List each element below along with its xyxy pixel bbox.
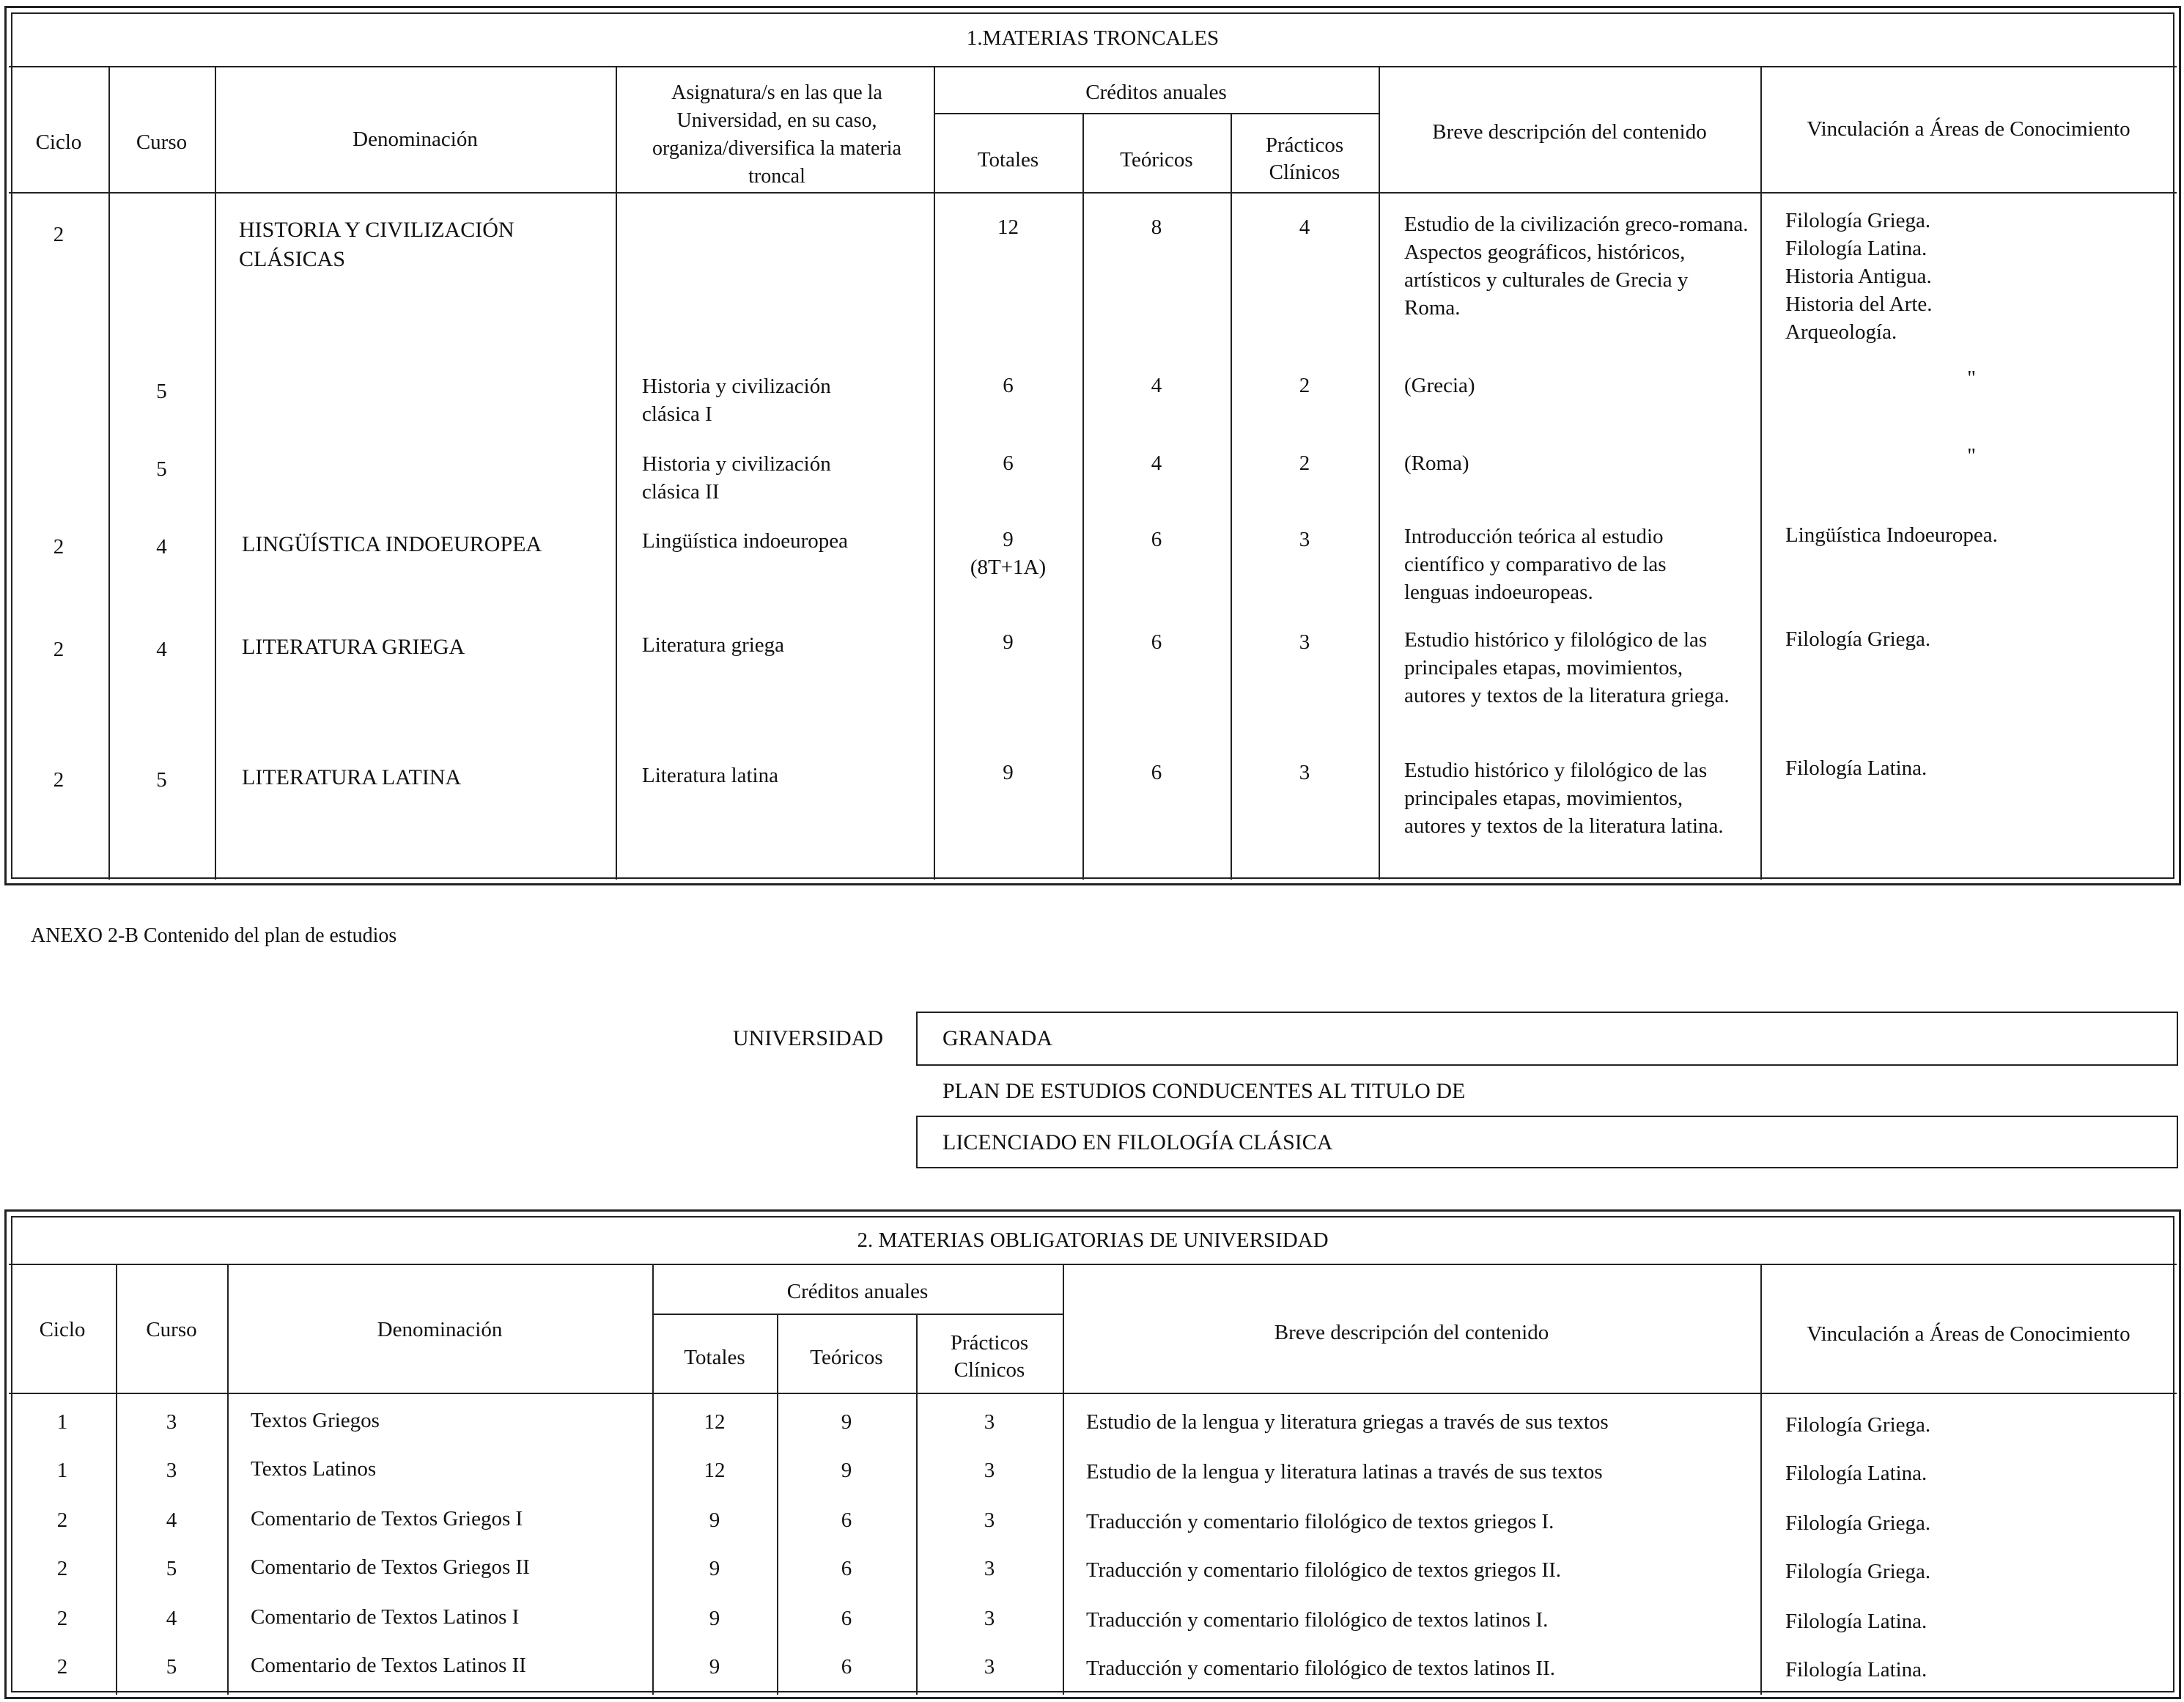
table2-row3-teoricos: 6 [841,1557,852,1580]
table1-header-practicos: Prácticos Clínicos [1265,133,1344,184]
table2-row3-ciclo: 2 [56,1557,68,1580]
table1-row4-asignatura: Literatura griega [642,633,785,657]
table2-row2-denominacion: Comentario de Textos Griegos I [251,1507,523,1530]
table1-row2-practicos: 2 [1299,452,1310,475]
table2-row0-curso: 3 [166,1410,177,1434]
table1-row4-totales: 9 [1003,630,1014,654]
table1-row3-denominacion: LINGÜÍSTICA INDOEUROPEA [242,532,542,556]
table1-row3-totales-extra: (8T+1A) [970,556,1047,579]
table2-row4-curso: 4 [166,1607,177,1630]
table2-row1-curso: 3 [166,1459,177,1482]
table1-row2-descripcion: (Roma) [1404,452,1469,475]
table1-header-denominacion: Denominación [353,128,478,151]
table2-row4-ciclo: 2 [56,1607,68,1630]
table2-row0-ciclo: 1 [56,1410,68,1434]
table1-row3-practicos: 3 [1299,528,1310,551]
table1-row5-practicos: 3 [1299,761,1310,784]
table1-row4-denominacion: LITERATURA GRIEGA [242,635,465,659]
table1-row4-teoricos: 6 [1151,630,1162,654]
table1-header-asignatura: Asignatura/s en las que la Universidad, en su caso, organiza/diversifica la materia troncal [652,81,901,188]
table1-row5-totales: 9 [1003,761,1014,784]
table1-row4-practicos: 3 [1299,630,1310,654]
table1-row0-totales: 12 [997,215,1019,239]
table1-header-totales: Totales [977,148,1039,172]
table1-col-rule [1760,66,1762,880]
table2-row2-practicos: 3 [984,1508,995,1532]
table1-col-rule [616,66,617,880]
table2-title-rule [9,1264,2177,1265]
table1-row4-curso: 4 [156,638,167,661]
table2-row4-practicos: 3 [984,1607,995,1630]
table2-row2-vinculacion: Filología Griega. [1785,1511,1931,1535]
table1-col-rule [1379,66,1380,880]
table1-row5-descripcion: Estudio histórico y filológico de las principales etapas, movimientos, autores y textos de la literatura latina. [1404,759,1724,838]
table2-header-curso: Curso [146,1318,197,1341]
table1-row1-descripcion: (Grecia) [1404,374,1475,397]
table1-row5-vinculacion: Filología Latina. [1785,756,1927,780]
table2-row0-vinculacion: Filología Griega. [1785,1413,1931,1437]
table2-header-practicos: Prácticos Clínicos [950,1331,1029,1382]
table2-row3-descripcion: Traducción y comentario filológico de textos griegos II. [1086,1558,1562,1582]
table1-row0-teoricos: 8 [1151,215,1162,239]
table1-row1-curso: 5 [156,380,167,403]
table1-row2-asignatura: Historia y civilización clásica II [642,452,831,504]
table1-header-descripcion: Breve descripción del contenido [1432,120,1707,144]
table1-row0-ciclo: 2 [53,223,64,246]
table1-header-creditos: Créditos anuales [1085,81,1227,104]
table2-row0-practicos: 3 [984,1410,995,1434]
table1-row3-descripcion: Introducción teórica al estudio científico y comparativo de las lenguas indoeuropeas. [1404,525,1667,604]
table2-header-totales: Totales [684,1346,745,1369]
table1-row0-practicos: 4 [1299,215,1310,239]
table2-header-teoricos: Teóricos [810,1346,883,1369]
universidad-box [916,1012,2178,1066]
table2-row1-totales: 12 [704,1459,726,1482]
table1-row3-ciclo: 2 [53,535,64,559]
titulo-value: LICENCIADO EN FILOLOGÍA CLÁSICA [942,1130,1333,1154]
table2-row3-totales: 9 [709,1557,720,1580]
table1-header-rule [9,192,2177,194]
table2-header-rule [9,1393,2177,1394]
table2-header-creditos: Créditos anuales [786,1280,929,1303]
universidad-label: UNIVERSIDAD [733,1026,883,1050]
table1-row4-vinculacion: Filología Griega. [1785,627,1931,651]
table2-title: 2. MATERIAS OBLIGATORIAS DE UNIVERSIDAD [857,1228,1329,1252]
table2-row5-vinculacion: Filología Latina. [1785,1658,1927,1681]
table2-row5-teoricos: 6 [841,1655,852,1679]
table2-row5-ciclo: 2 [56,1655,68,1679]
table1-row0-vinculacion: Filología Griega. Filología Latina. Historia Antigua. Historia del Arte. Arqueología. [1785,209,1933,344]
table2-row4-vinculacion: Filología Latina. [1785,1610,1927,1633]
table2-row5-curso: 5 [166,1655,177,1679]
table1-col-rule [215,66,216,880]
table1-row1-practicos: 2 [1299,374,1310,397]
table1-row3-vinculacion: Lingüística Indoeuropea. [1785,523,1998,547]
table1-row1-teoricos: 4 [1151,374,1162,397]
table2-row1-ciclo: 1 [56,1459,68,1482]
table1-row1-vinculacion: " [1967,366,1976,390]
table2-row1-denominacion: Textos Latinos [251,1457,377,1481]
table1-row1-totales: 6 [1003,374,1014,397]
table1-header-ciclo: Ciclo [35,130,82,154]
table2-row1-teoricos: 9 [841,1459,852,1482]
table2-row4-teoricos: 6 [841,1607,852,1630]
table1-row5-curso: 5 [156,768,167,792]
table1-row5-asignatura: Literatura latina [642,764,778,787]
table1-row0-denominacion: HISTORIA Y CIVILIZACIÓN CLÁSICAS [239,218,514,271]
table2-col-rule [916,1314,918,1695]
table2-row4-descripcion: Traducción y comentario filológico de textos latinos I. [1086,1608,1549,1632]
table2-row2-descripcion: Traducción y comentario filológico de textos griegos I. [1086,1510,1554,1533]
table2-row2-totales: 9 [709,1508,720,1532]
table2-row3-denominacion: Comentario de Textos Griegos II [251,1555,530,1579]
table2-row0-teoricos: 9 [841,1410,852,1434]
table1-row4-ciclo: 2 [53,638,64,661]
table2-row0-denominacion: Textos Griegos [251,1409,380,1432]
table2-row4-totales: 9 [709,1607,720,1630]
table2-row2-curso: 4 [166,1508,177,1532]
table1-header-vinculacion: Vinculación a Áreas de Conocimiento [1807,117,2130,141]
table1-row2-totales: 6 [1003,452,1014,475]
table2-header-denominacion: Denominación [377,1318,503,1341]
table2-row4-denominacion: Comentario de Textos Latinos I [251,1605,520,1629]
table1-title: 1.MATERIAS TRONCALES [966,26,1220,50]
table2-row1-practicos: 3 [984,1459,995,1482]
table2-row3-curso: 5 [166,1557,177,1580]
table1-row2-teoricos: 4 [1151,452,1162,475]
table1-row5-ciclo: 2 [53,768,64,792]
table1-row3-asignatura: Lingüística indoeuropea [642,529,849,553]
table1-credit-subheader-rule [934,113,1379,114]
table1-row4-descripcion: Estudio histórico y filológico de las principales etapas, movimientos, autores y textos de la literatura griega. [1404,628,1730,707]
table2-header-ciclo: Ciclo [39,1318,86,1341]
plan-label: PLAN DE ESTUDIOS CONDUCENTES AL TITULO DE [942,1079,1466,1103]
table2-header-vinculacion: Vinculación a Áreas de Conocimiento [1807,1322,2130,1346]
table1-row3-teoricos: 6 [1151,528,1162,551]
table1-title-rule [9,66,2177,67]
table1-row5-denominacion: LITERATURA LATINA [242,765,462,789]
table1-row5-teoricos: 6 [1151,761,1162,784]
table1-header-curso: Curso [136,130,188,154]
table2-row5-practicos: 3 [984,1655,995,1679]
table2-row0-descripcion: Estudio de la lengua y literatura griegas a través de sus textos [1086,1410,1609,1434]
table2-header-descripcion: Breve descripción del contenido [1274,1321,1549,1344]
table2-row1-descripcion: Estudio de la lengua y literatura latinas a través de sus textos [1086,1460,1603,1484]
table1-header-teoricos: Teóricos [1120,148,1193,172]
table2-row2-ciclo: 2 [56,1508,68,1532]
table1-row2-curso: 5 [156,457,167,481]
table2-row5-denominacion: Comentario de Textos Latinos II [251,1654,526,1677]
table1-row1-asignatura: Historia y civilización clásica I [642,375,831,426]
table2-row5-totales: 9 [709,1655,720,1679]
table2-row3-vinculacion: Filología Griega. [1785,1560,1931,1583]
table2-credit-subheader-rule [652,1314,1063,1315]
table1-row0-descripcion: Estudio de la civilización greco-romana. Aspectos geográficos, históricos, artísticos y culturales de Grecia y Roma. [1404,213,1749,320]
table2-row2-teoricos: 6 [841,1508,852,1532]
table2-row5-descripcion: Traducción y comentario filológico de textos latinos II. [1086,1657,1556,1680]
table1-row3-curso: 4 [156,535,167,559]
universidad-value: GRANADA [942,1026,1052,1050]
table2-row3-practicos: 3 [984,1557,995,1580]
table2-row0-totales: 12 [704,1410,726,1434]
table1-row3-totales: 9 [1003,528,1014,551]
table2-row1-vinculacion: Filología Latina. [1785,1462,1927,1485]
table1-row2-vinculacion: " [1967,444,1976,468]
anexo-caption: ANEXO 2-B Contenido del plan de estudios [31,924,397,947]
